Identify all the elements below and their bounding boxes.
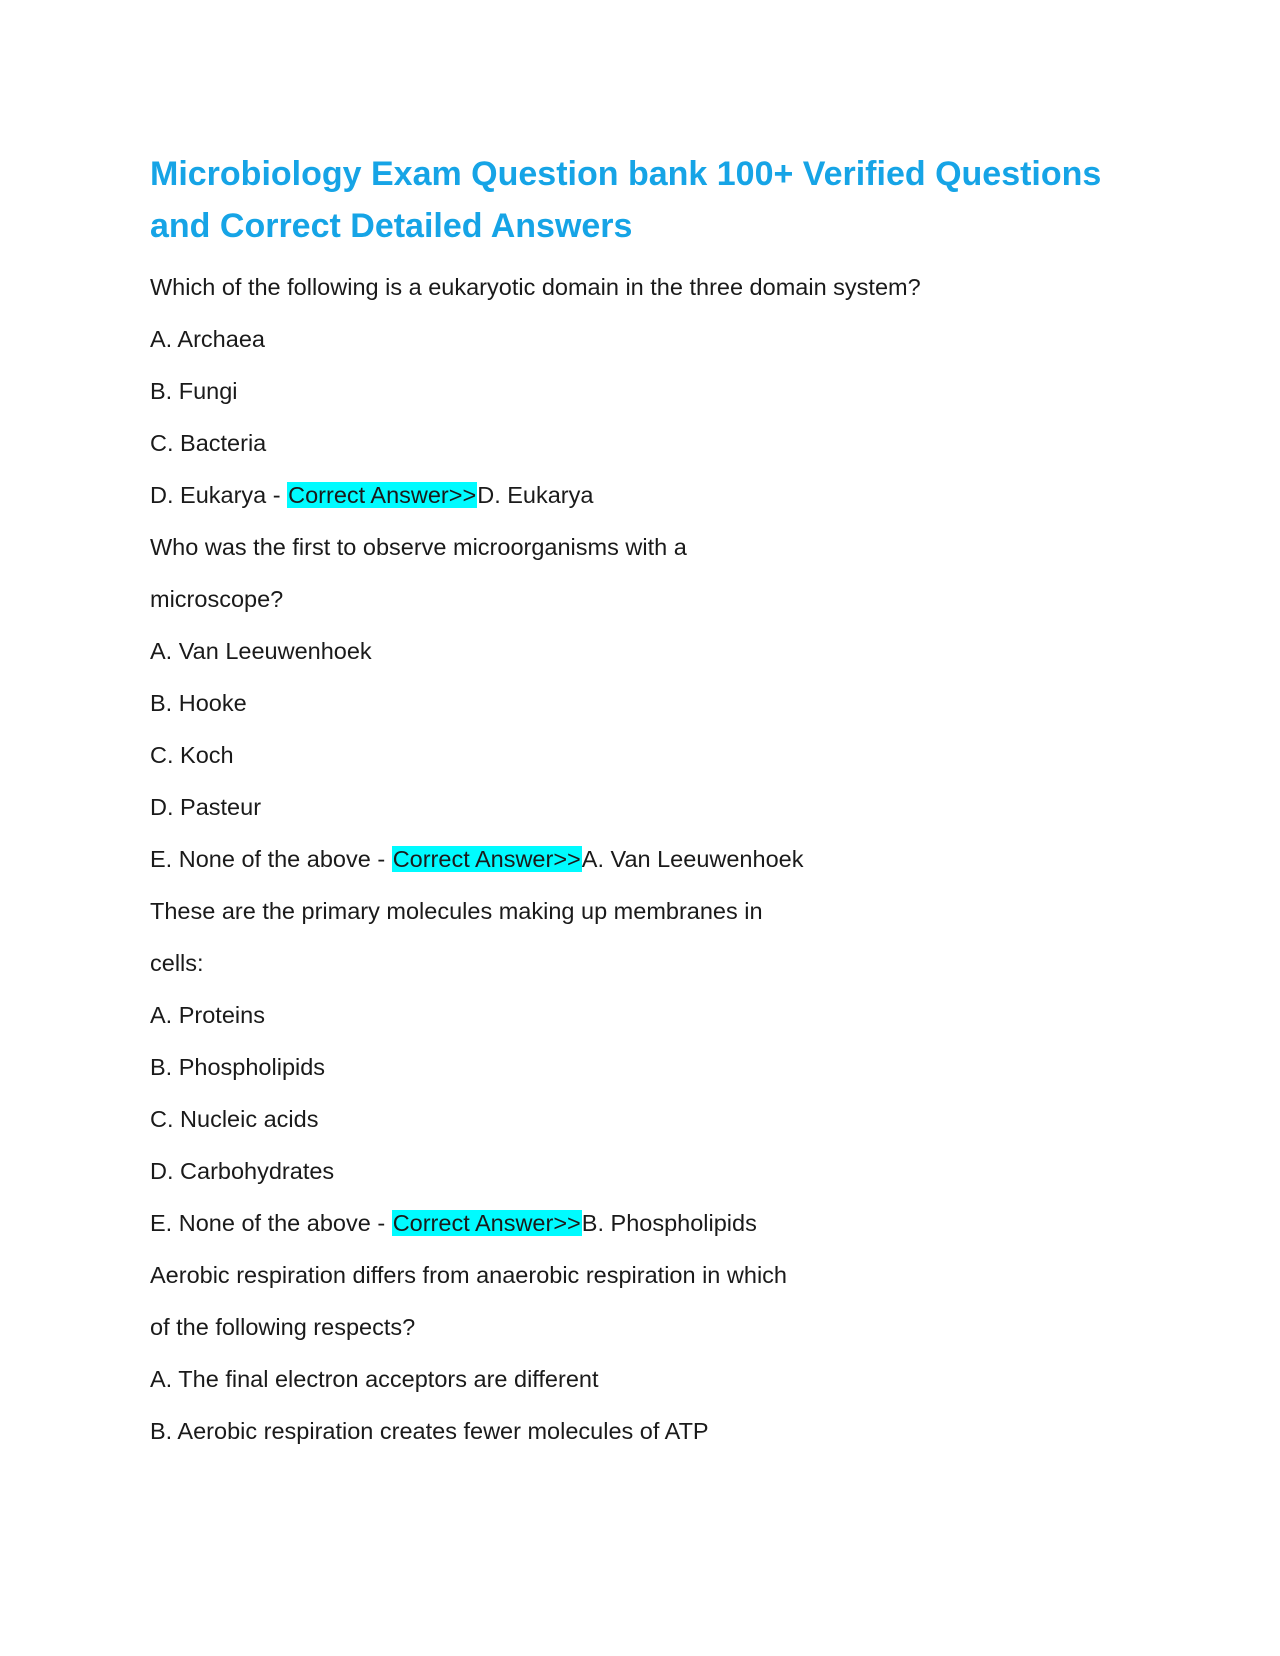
document-title: Microbiology Exam Question bank 100+ Verified Questions and Correct Detailed Answers: [150, 155, 1102, 245]
answer-text: D. Eukarya: [477, 482, 594, 508]
question-2-text-cont: microscope?: [150, 586, 284, 612]
correct-answer-highlight: Correct Answer>>: [392, 846, 581, 872]
question-1-text: Which of the following is a eukaryotic domain in the three domain system?: [150, 274, 921, 300]
question-content: [150, 267, 1150, 1463]
option-text: D. Eukarya -: [150, 482, 288, 508]
question-3-text: These are the primary molecules making up membranes in: [150, 898, 763, 924]
question-4-text: Aerobic respiration differs from anaerobic respiration in which: [150, 1262, 787, 1288]
answer-text: A. Van Leeuwenhoek: [581, 846, 804, 872]
question-2-option-e-answer: [150, 839, 1150, 891]
question-2-option-b: B. Hooke: [150, 690, 247, 716]
question-1-option-a: A. Archaea: [150, 326, 265, 352]
question-3-option-c: C. Nucleic acids: [150, 1106, 319, 1132]
question-3-option-d: D. Carbohydrates: [150, 1158, 335, 1184]
question-2-option-a: A. Van Leeuwenhoek: [150, 638, 372, 664]
option-text: E. None of the above -: [150, 1210, 392, 1236]
question-4-option-b: B. Aerobic respiration creates fewer molecules of ATP: [150, 1418, 709, 1444]
question-2-option-d: D. Pasteur: [150, 794, 262, 820]
question-1-option-b: B. Fungi: [150, 378, 238, 404]
correct-answer-highlight: Correct Answer>>: [392, 1210, 581, 1236]
question-3-text-cont: cells:: [150, 950, 204, 976]
question-3-option-e-answer: [150, 1203, 1150, 1255]
correct-answer-highlight: Correct Answer>>: [288, 482, 477, 508]
question-3-option-b: B. Phospholipids: [150, 1054, 326, 1080]
question-1-option-c: C. Bacteria: [150, 430, 267, 456]
question-4-text-cont: of the following respects?: [150, 1314, 416, 1340]
option-text: E. None of the above -: [150, 846, 392, 872]
question-3-option-a: A. Proteins: [150, 1002, 265, 1028]
question-4-option-a: A. The final electron acceptors are different: [150, 1366, 599, 1392]
answer-text: B. Phospholipids: [581, 1210, 757, 1236]
question-2-text: Who was the first to observe microorganisms with a: [150, 534, 687, 560]
question-2-option-c: C. Koch: [150, 742, 234, 768]
question-1-option-d-answer: [150, 475, 1150, 527]
